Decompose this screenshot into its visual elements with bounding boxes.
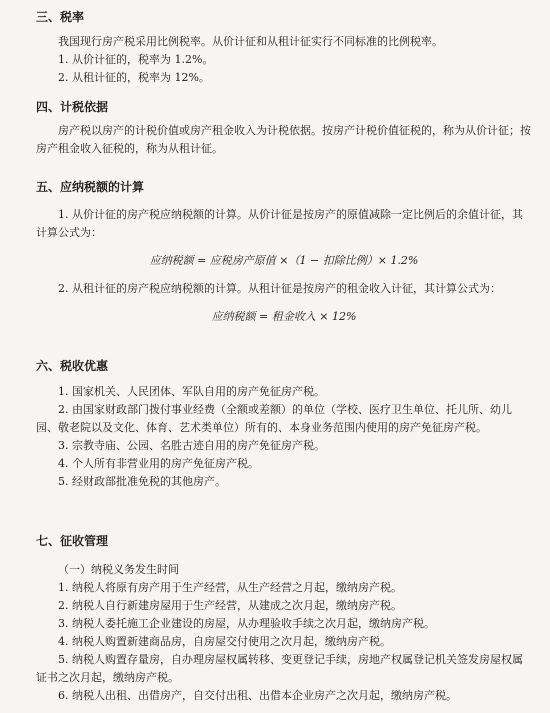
heading-tax-preference: 六、税收优惠 — [36, 359, 109, 373]
obligation-item-3: 3. 纳税人委托施工企业建设的房屋，从办理验收手续之次月起，缴纳房产税。 — [58, 617, 435, 630]
tax-rate-item-1: 1. 从价计征的，税率为 1.2%。 — [58, 53, 214, 66]
obligation-item-4: 4. 纳税人购置新建商品房，自房屋交付使用之次月起，缴纳房产税。 — [58, 635, 391, 648]
tax-basis-para: 房产税以房产的计税价值或房产租金收入为计税依据。按房产计税价值征税的，称为从价计征；按房产租金收入征税的，称为从租计征。 — [36, 124, 531, 155]
preference-item-2: 2. 由国家财政部门拨付事业经费（全额或差额）的单位（学校、医疗卫生单位、托儿所、幼儿园、敬老院以及文化、体育、艺术类单位）所有的、本身业务范围内使用的房产免征房产税。 — [36, 403, 512, 434]
obligation-item-2: 2. 纳税人自行新建房屋用于生产经营，从建成之次月起，缴纳房产税。 — [58, 599, 402, 612]
heading-collection-management: 七、征收管理 — [36, 534, 109, 548]
subheading-obligation-time: （一）纳税义务发生时间 — [58, 563, 179, 576]
tax-basis-body — [36, 122, 532, 158]
obligation-item-5: 5. 纳税人购置存量房，自办理房屋权属转移、变更登记手续，房地产权属登记机关签发房屋权属证书之次月起，缴纳房产税。 — [36, 653, 523, 684]
calc-para-2: 2. 从租计征的房产税应纳税额的计算。从租计征是按房产的租金收入计征，其计算公式为： — [58, 282, 501, 295]
heading-tax-calculation: 五、应纳税额的计算 — [36, 180, 145, 194]
preference-item-4: 4. 个人所有非营业用的房产免征房产税。 — [58, 457, 259, 470]
tax-rate-item-2: 2. 从租计征的，税率为 12%。 — [58, 71, 210, 84]
preference-item-5: 5. 经财政部批准免税的其他房产。 — [58, 475, 226, 488]
heading-tax-basis: 四、计税依据 — [36, 100, 109, 114]
formula-2: 应纳税额 = 租金收入 × 12% — [211, 310, 357, 323]
formula-1: 应纳税额 = 应税房产原值 ×（1 − 扣除比例）× 1.2% — [149, 254, 419, 267]
tax-calculation-body — [36, 206, 532, 326]
tax-rate-intro: 我国现行房产税采用比例税率。从价计征和从租计征实行不同标准的比例税率。 — [58, 35, 443, 48]
tax-preference-body — [36, 383, 532, 491]
collection-management-body — [36, 561, 532, 705]
preference-item-1: 1. 国家机关、人民团体、军队自用的房产免征房产税。 — [58, 385, 325, 398]
obligation-item-6: 6. 纳税人出租、出借房产，自交付出租、出借本企业房产之次月起，缴纳房产税。 — [58, 689, 457, 702]
tax-rate-body — [36, 33, 532, 87]
calc-para-1: 1. 从价计征的房产税应纳税额的计算。从价计征是按房产的原值减除一定比例后的余值计征，其计算公式为： — [36, 208, 523, 239]
obligation-item-1: 1. 纳税人将原有房产用于生产经营，从生产经营之月起，缴纳房产税。 — [58, 581, 402, 594]
preference-item-3: 3. 宗教寺庙、公园、名胜古迹自用的房产免征房产税。 — [58, 439, 325, 452]
heading-tax-rate: 三、税率 — [36, 10, 85, 24]
